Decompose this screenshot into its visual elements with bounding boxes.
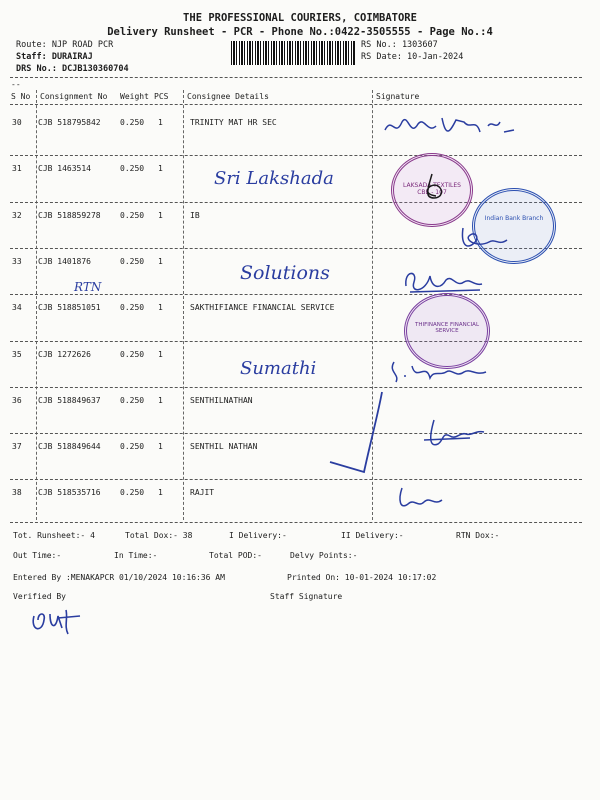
document-subtitle: Delivery Runsheet - PCR - Phone No.:0422-3505555 - Page No.:4 [107,26,493,38]
row-weight: 0.250 [120,164,145,173]
staff: Staff: DURAIRAJ [16,52,93,62]
row-consignee-details: SENTHIL NATHAN [190,442,258,451]
row-pcs: 1 [158,442,163,451]
row-consignee-details: IB [190,211,200,220]
laksada-stamp: LAKSADA TEXTILES CBE - 107 [391,153,473,227]
row-pcs: 1 [158,488,163,497]
out-time: Out Time:- [13,551,62,560]
col-header-consignment: Consignment No [40,92,108,101]
in-time: In Time:- [114,551,158,560]
row-consignment-no: CJB 1401876 [38,257,91,266]
rtn-dox: RTN Dox:- [456,531,500,540]
total-pod: Total POD:- [209,551,262,560]
col-header-weight: Weight [120,92,149,101]
row-sno: 33 [12,257,22,266]
row-weight: 0.250 [120,118,145,127]
row-consignment-no: CJB 1272626 [38,350,91,359]
delivery-tick-mark [320,384,400,484]
row-weight: 0.250 [120,442,145,451]
row-consignee-details: SENTHILNATHAN [190,396,253,405]
total-runsheet: Tot. Runsheet:- 4 [13,531,95,540]
verifier-signature [28,604,88,640]
row-sno: 35 [12,350,22,359]
row-sno: 37 [12,442,22,451]
row-consignee-details: TRINITY MAT HR SEC [190,118,277,127]
row-divider [10,155,582,156]
row-weight: 0.250 [120,257,145,266]
row-sno: 38 [12,488,22,497]
handwritten-consignee: Solutions [240,262,330,284]
row-pcs: 1 [158,396,163,405]
handwritten-consignee: Sumathi [240,358,317,379]
row-consignment-no: CJB 518849644 [38,442,101,451]
signature-row-35 [386,352,496,386]
row-divider [10,387,582,388]
row-weight: 0.250 [120,396,145,405]
signature-row-38 [394,484,454,514]
drs-number: DRS No.: DCJB130360704 [16,64,129,74]
handwritten-rtn: RTN [74,280,102,294]
finance-stamp: THIFINANCE FINANCIAL SERVICE [404,293,490,369]
row-pcs: 1 [158,350,163,359]
row-consignment-no: CJB 518535716 [38,488,101,497]
signature-row-33 [400,264,490,298]
signature-row-32 [455,218,515,258]
row-pcs: 1 [158,211,163,220]
row-pcs: 1 [158,118,163,127]
document-title: THE PROFESSIONAL COURIERS, COIMBATORE [183,12,417,24]
printed-on: Printed On: 10-01-2024 10:17:02 [287,573,437,582]
row-divider [10,479,582,480]
row-weight: 0.250 [120,488,145,497]
i-delivery: I Delivery:- [229,531,287,540]
row-sno: 31 [12,164,22,173]
col-header-sno: S No [11,92,31,101]
total-dox: Total Dox:- 38 [125,531,193,540]
row-divider [10,341,582,342]
row-consignment-no: CJB 518851051 [38,303,101,312]
col-header-pcs: PCS [154,92,169,101]
row-consignee-details: SAKTHIFIANCE FINANCIAL SERVICE [190,303,335,312]
row-sno: 34 [12,303,22,312]
indian-bank-stamp: Indian Bank Branch [472,188,556,264]
staff-signature-label: Staff Signature [270,592,343,601]
row-weight: 0.250 [120,350,145,359]
row-consignment-no: CJB 1463514 [38,164,91,173]
row-consignment-no: CJB 518859278 [38,211,101,220]
row-consignment-no: CJB 518795842 [38,118,101,127]
signature-row-30 [380,108,530,148]
row-pcs: 1 [158,303,163,312]
row-pcs: 1 [158,164,163,173]
row-sno: 30 [12,118,22,127]
entered-by: Entered By :MENAKAPCR 01/10/2024 10:16:36 AM [13,573,225,582]
row-pcs: 1 [158,257,163,266]
col-header-details: Consignee Details [187,92,269,101]
separator-mark: -- [11,80,21,89]
signature-row-37 [420,414,500,454]
verified-by-label: Verified By [13,592,66,601]
ii-delivery: II Delivery:- [341,531,404,540]
barcode [231,41,355,65]
rs-date: RS Date: 10-Jan-2024 [361,52,464,62]
row-consignment-no: CJB 518849637 [38,396,101,405]
delvy-points: Delvy Points:- [290,551,358,560]
row-divider [10,294,582,295]
row-weight: 0.250 [120,211,145,220]
row-sno: 32 [12,211,22,220]
col-header-signature: Signature [376,92,420,101]
route: Route: NJP ROAD PCR [16,40,114,50]
row-sno: 36 [12,396,22,405]
row-consignee-details: RAJIT [190,488,215,497]
rs-number: RS No.: 1303607 [361,40,438,50]
signature-row-31 [410,168,460,208]
handwritten-consignee: Sri Lakshada [214,168,334,189]
row-weight: 0.250 [120,303,145,312]
